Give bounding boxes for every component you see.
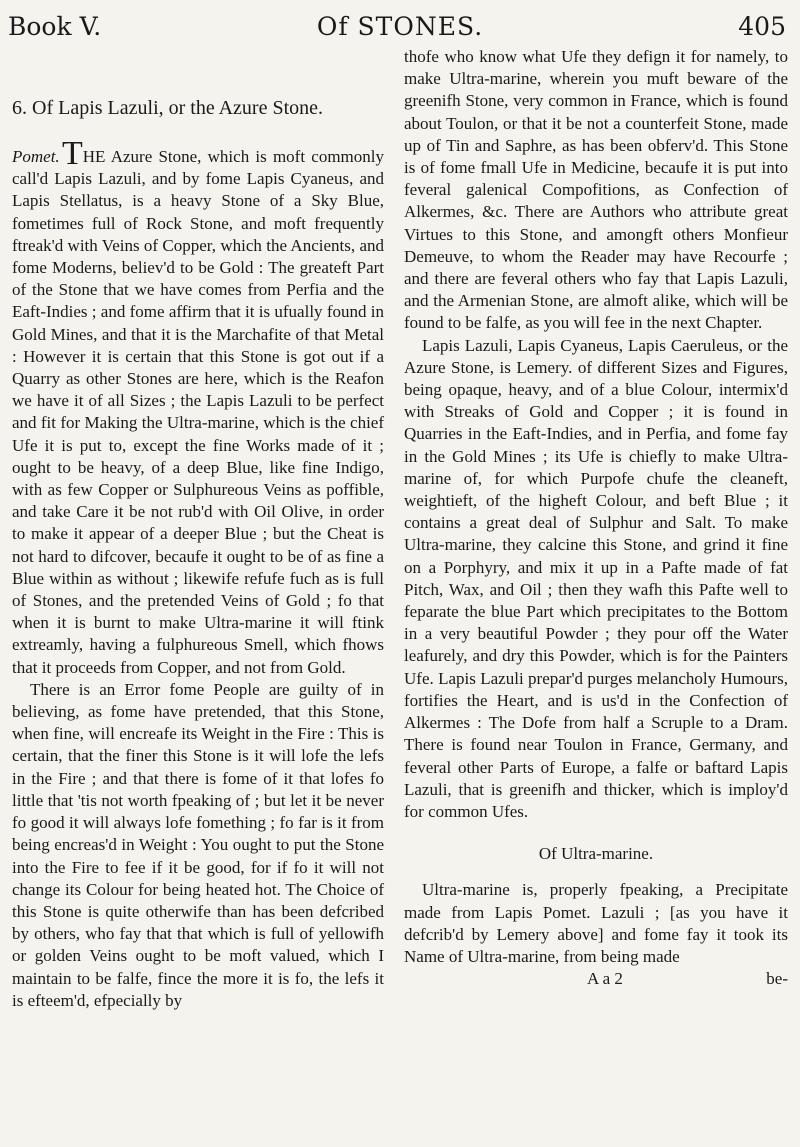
paragraph-1 — [12, 135, 384, 679]
book-number: Book V. — [8, 12, 102, 41]
drop-cap: T — [62, 135, 83, 172]
right-column — [404, 46, 788, 990]
paragraph-2: There is an Error fome People are guilty of in believing, as fome have pretended, that this Stone, when fine, will encreafe its Weight in the Fire : This is certain, that the finer this Stone is it will lofe the lefs in the Fire ; and that there is fome of it that lofes fo little that 'tis not worth fpeaking of ; but let it be never fo good it will always lofe fomething ; fo far is it from being encreas'd in Weight : You ought to put the Stone into the Fire to fee if it be good, for if fo it will not change its Colour for being heated hot. The Choice of this Stone is quite otherwife than has been defcribed by others, who fay that that which is full of yellowifh or golden Veins ought to be moft valued, which I maintain to be falfe, fince the more it is fo, the lefs it is efteem'd, efpecially by — [12, 679, 384, 1010]
signature-text: A a 2 — [587, 969, 623, 989]
catchword: be- — [766, 969, 788, 989]
paragraph-4: Lapis Lazuli, Lapis Cyaneus, Lapis Caeruleus, or the Azure Stone, is Lemery. of different Sizes and Figures, being opaque, heavy, and of a blue Colour, intermix'd with Streaks of Gold and Copper ; it is found in Quarries in the Eaft-Indies, and in Perfia, and fome fay in the Gold Mines ; its Ufe is chiefly to make Ultra-marine of, for which Purpofe chufe the cleaneft, weightieft, of the higheft Colour, and beft Blue ; it contains a great deal of Sulphur and Salt. To make Ultra-marine, they calcine this Stone, and grind it fine on a Porphyry, and mix it up in a Pafte made of fat Pitch, Wax, and Oil ; then they wafh this Pafte well to feparate the blue Part which precipitates to the Bottom in a very beautiful Powder ; they pour off the Water leafurely, and dry this Powder, which is for the Painters Ufe. Lapis Lazuli prepar'd purges melancholy Humours, fortifies the Heart, and is us'd in the Confection of Alkermes : The Dofe from half a Scruple to a Dram. There is found near Toulon in France, Germany, and feveral other Parts of Europe, a falfe or baftard Lapis Lazuli, that is greenifh and thicker, which is imploy'd for common Ufes. — [404, 335, 788, 821]
left-column — [12, 52, 384, 1012]
page-number: 405 — [738, 12, 786, 41]
section-title: 6. Of Lapis Lazuli, or the Azure Stone. — [12, 97, 324, 119]
side-note-pomet: Pomet. — [12, 147, 60, 166]
signature-mark — [404, 968, 788, 990]
paragraph-1-text: HE Azure Stone, which is moft commonly call'd Lapis Lazuli, and by fome Lapis Cyaneus, and Lapis Stellatus, is a heavy Stone of a Sky Blue, fometimes full of Rock Stone, and moft frequently ftreak'd with Veins of Copper, which the Ancients, and fome Moderns, believ'd to be Gold : The greateft Part of the Stone that we have comes from Perfia and the Eaft-Indies ; and fome affirm that it is ufually found in Gold Mines, and that it is the Marchafite of that Metal : However it is certain that this Stone is got out if a Quarry as other Stones are here, which is the Reafon we have it of all Sizes ; the Lapis Lazuli to be perfect and fit for Making the Ultra-marine, which is the chief Ufe it is put to, except the fine Works made of it ; ought to be heavy, of a deep Blue, like fine Indigo, with as few Copper or Sulphureous Veins as poffible, and take Care it be not rub'd with Oil Olive, in order to make it appear of a deeper Blue ; but the Cheat is not hard to difcover, becaufe it ought to be of as fine a Blue within as without ; likewife refufe fuch as is full of Stones, and the pretended Veins of Gold ; fo that when it is burnt to make Ultra-marine it will ftink extreamly, having a fulphureous Smell, which fhows that it proceeds from Copper, and not from Gold. — [12, 147, 384, 677]
paragraph-5: Ultra-marine is, properly fpeaking, a Precipitate made from Lapis Pomet. Lazuli ; [as you have it defcrib'd by Lemery above] and fome fay it took its Name of Ultra-marine, from being made — [404, 880, 788, 966]
paragraph-3: thofe who know what Ufe they defign it for namely, to make Ultra-marine, wherein you muft beware of the greenifh Stone, very common in France, which is found about Toulon, or that it be not a counterfeit Stone, made up of Tin and Saphre, as has been obferv'd. This Stone is of fome fmall Ufe in Medicine, becaufe it is put into feveral galenical Compofitions, as Confection of Alkermes, &c. There are Authors who attribute great Virtues to this Stone, and amongft others Monfieur Demeuve, to whom the Reader may have Recourfe ; and there are feveral others who fay that Lapis Lazuli, and the Armenian Stone, are almoft alike, which will be found to be falfe, as you will fee in the next Chapter. — [404, 47, 788, 333]
running-title: Of STONES. — [316, 12, 484, 41]
subheading-ultramarine: Of Ultra-marine. — [538, 844, 654, 864]
